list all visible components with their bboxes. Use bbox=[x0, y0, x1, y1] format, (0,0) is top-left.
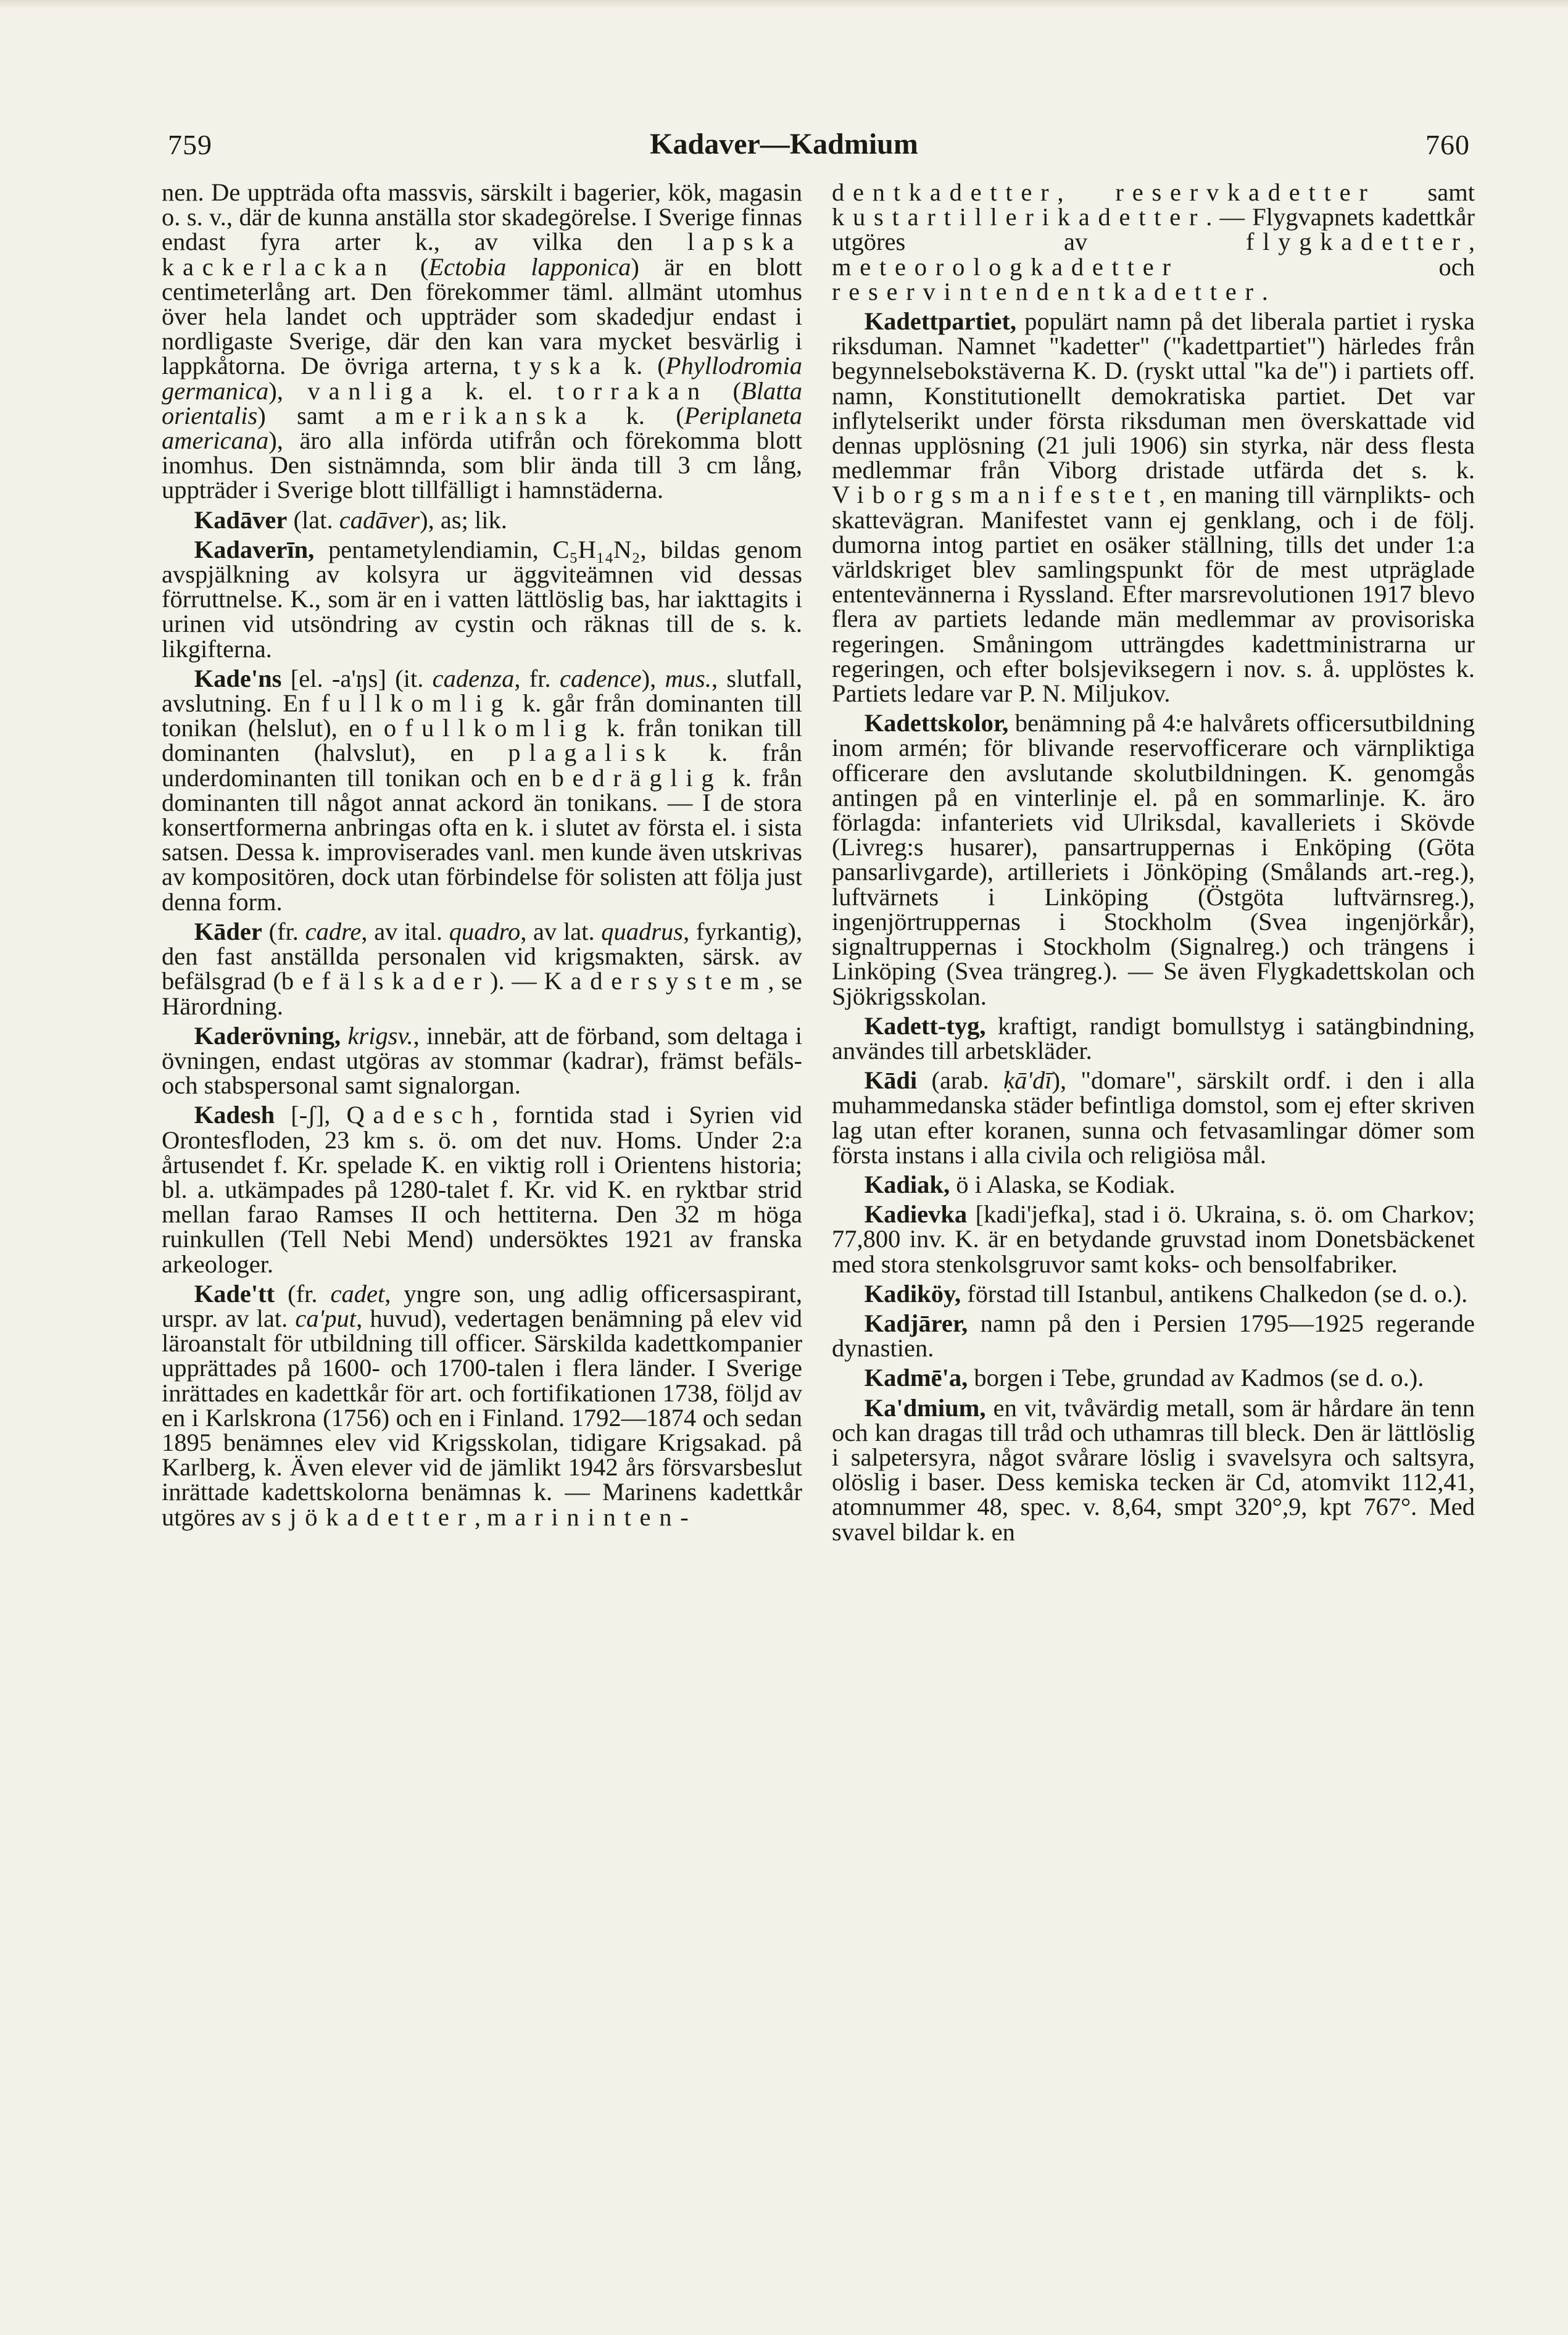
dictionary-entry bbox=[832, 1202, 1475, 1277]
entry-text: , av lat. bbox=[520, 917, 602, 945]
entry-text: populärt namn på det liberala partiet i ryska riksduman. Namnet "kadetter" ("kadettpartiet") härledes från begynnelsebokstäverna K. D. (ryskt uttal "ka de") i partiets off. namn, Konstitutionellt demokratiska partiet. Det var inflytelserikt under första riksduman men överskattade vid dennas upplösning (21 juli 1906) sin styrka, när dess flesta medlemmar från Viborg dristade utfärda det s. k. bbox=[832, 307, 1475, 484]
italic-term: quadrus bbox=[601, 917, 684, 945]
entry-text: en vit, tvåvärdig metall, som är hårdare än tenn och kan dragas till tråd och uthamras till bleck. Den är lättlöslig i salpetersyra, något svårare löslig i svavelsyra och saltsyra, olöslig i baser. Dess kemiska tecken är Cd, atomvikt 112,41, atomnummer 48, spec. v. 8,64, smpt 320°,9, kpt 767°. Med svavel bildar k. en bbox=[832, 1393, 1475, 1546]
spaced-term: dentkadetter bbox=[832, 178, 1058, 206]
entry-text: (fr. bbox=[262, 917, 305, 945]
entry-headword: Kāder bbox=[194, 917, 262, 945]
entry-text: , bbox=[474, 1503, 487, 1531]
spaced-term: Kadersystem bbox=[544, 967, 768, 995]
entry-text: , innebär, att de förband, som deltaga i övningen, endast utgöras av stommar (kadrar), främst befäls- och stabspersonal samt signalorgan. bbox=[162, 1021, 803, 1100]
dictionary-entry bbox=[162, 537, 802, 662]
dictionary-entry bbox=[162, 666, 802, 915]
entry-text: ), bbox=[641, 664, 665, 692]
entry-text: kraftigt, randigt bomullstyg i satängbindning, användes till arbetskläder. bbox=[832, 1011, 1475, 1064]
top-edge bbox=[0, 0, 1568, 9]
right-column bbox=[832, 180, 1475, 1549]
entry-text: ) är en blott centimeterlång art. Den förekommer täml. allmänt utomhus över hela landet och uppträder som skadedjur endast i nordligaste Sverige, där den kan vara mycket besvärlig i lappkåtorna. De övriga arterna, bbox=[162, 252, 802, 380]
dictionary-entry bbox=[832, 1366, 1475, 1390]
spaced-term: bedräglig bbox=[551, 763, 723, 792]
entry-headword: Ka'dmium, bbox=[864, 1393, 986, 1422]
spaced-term: tyska bbox=[513, 352, 609, 380]
entry-text: [-ʃ], bbox=[275, 1101, 347, 1129]
spaced-term: lapska kackerlackan bbox=[162, 228, 802, 281]
spaced-term: sjökadetter bbox=[271, 1503, 475, 1531]
entry-text: , forntida stad i Syrien vid Orontesfloden, 23 km s. ö. om det nuv. Homs. Under 2:a årtusendet f. Kr. spelade K. en viktig roll i Orientens historia; bl. a. utkämpades på 1280-talet f. Kr. vid K. en ryktbar strid mellan farao Ramses II och hettiterna. Den 32 m höga ruinkullen (Tell Nebi Mend) undersöktes 1921 av franska arkeologer. bbox=[162, 1101, 803, 1278]
italic-term: mus. bbox=[665, 664, 711, 692]
entry-text: ( bbox=[395, 252, 429, 281]
italic-term: krigsv. bbox=[347, 1021, 413, 1050]
italic-term: cadenza bbox=[432, 664, 515, 692]
entry-headword: Kadaverīn, bbox=[194, 535, 315, 563]
spaced-term: fullkomlig bbox=[321, 689, 512, 718]
spaced-term: reservintendentkadetter bbox=[832, 277, 1262, 305]
page-number-right: 760 bbox=[1425, 129, 1470, 160]
entry-headword: Kadiak, bbox=[864, 1170, 950, 1198]
entry-text: k. från dominanten till något annat ackord än tonikans. — I de stora konsertformerna anbringas ofta en k. i slutet av första el. i sista satsen. Dessa k. improviserades vanl. men kunde även utskrivas av kompositören, dock utan förbindelse för solisten att följa just denna form. bbox=[162, 763, 802, 916]
entry-text: borgen i Tebe, grundad av Kadmos (se d. o.). bbox=[968, 1364, 1424, 1392]
spaced-term: flygkadetter bbox=[1245, 228, 1469, 256]
italic-term: cadet bbox=[330, 1279, 385, 1308]
entry-text: nen. De uppträda ofta massvis, särskilt i bagerier, kök, magasin o. s. v., där de kunna anställa stor skadegörelse. I Sverige finnas endast fyra arter k., av vilka den bbox=[162, 178, 802, 256]
italic-term: quadro bbox=[449, 917, 521, 945]
entry-headword: Kadett-tyg, bbox=[864, 1011, 986, 1040]
entry-text: namn på den i Persien 1795—1925 regerande dynastien. bbox=[832, 1309, 1475, 1362]
entry-text: k. ( bbox=[595, 401, 684, 429]
entry-headword: Kaderövning, bbox=[194, 1021, 341, 1050]
italic-term: cadence bbox=[559, 664, 642, 692]
entry-text: ), "domare", särskilt ordf. i den i alla muhammedanska städer befintliga domstol, som ej efter skriven lag utan efter koranen, sunna och fetvasamlingar dömer som första instans i alla civila och religiösa mål. bbox=[832, 1066, 1475, 1169]
spaced-term: Viborgsmanifestet bbox=[832, 481, 1159, 509]
entry-headword: Kadiköy, bbox=[864, 1279, 961, 1308]
entry-text: pentametylendiamin, C₅H₁₄N₂, bildas genom avspjälkning av kolsyra ur äggviteämnen vid dessas förruttnelse. K., som är en i vatten lättlöslig bas, har iakttagits i urinen vid utsöndring av cystin och räknas till de s. k. likgifterna. bbox=[162, 535, 802, 663]
entry-text bbox=[341, 1022, 347, 1050]
entry-text: , fyrkantig), den fast anställda personalen vid krigsmakten, särsk. av befälsgrad ( bbox=[162, 917, 802, 995]
left-column bbox=[162, 180, 802, 1535]
entry-text: , av ital. bbox=[361, 917, 449, 945]
page-number-left: 759 bbox=[168, 129, 212, 160]
entry-text: , bbox=[1057, 178, 1116, 206]
entry-text: ), bbox=[268, 376, 308, 405]
entry-text: . bbox=[1261, 277, 1268, 305]
entry-text: , se Härordning. bbox=[162, 967, 802, 1020]
entry-text: [el. -a'ŋs] (it. bbox=[281, 664, 433, 692]
running-head: Kadaver—Kadmium bbox=[650, 128, 918, 160]
entry-text: ), as; lik. bbox=[420, 505, 507, 534]
spaced-term: ofullkomlig bbox=[383, 714, 595, 742]
entry-text: (lat. bbox=[287, 505, 339, 534]
entry-headword: Kadettskolor, bbox=[864, 709, 1009, 737]
dictionary-entry bbox=[832, 309, 1475, 706]
spaced-term: Qadesch bbox=[346, 1101, 492, 1129]
entry-text: k. ( bbox=[608, 352, 666, 380]
entry-text: förstad till Istanbul, antikens Chalkedon (se d. o.). bbox=[961, 1279, 1468, 1308]
italic-term: cadre bbox=[305, 917, 362, 945]
entry-text: , fr. bbox=[514, 664, 560, 692]
dictionary-entry bbox=[832, 1011, 1475, 1064]
spaced-term: amerikanska bbox=[375, 401, 595, 429]
spaced-term: plagalisk bbox=[508, 739, 675, 767]
entry-text: . — Flygvapnets kadettkår utgöres av bbox=[832, 203, 1475, 256]
dictionary-entry bbox=[162, 1279, 802, 1531]
entry-text: ö i Alaska, se Kodiak. bbox=[950, 1170, 1176, 1198]
entry-headword: Kadettpartiet, bbox=[864, 307, 1016, 336]
entry-text: , huvud), vedertagen benämning på elev vid läroanstalt för utbildning till officer. Särskilda kadettkompanier upprättades på 1600- och 1700-talen i flera länder. I Sverige inrättades en kadettkår för art. och fortifikationen 1738, följd av en i Karlskrona (1756) och en i Finland. 1792—1874 och sedan 1895 benämnes elev vid Krigsskolan, tidigare Krigsakad. på Karlberg, k. Även elever vid de jämlikt 1942 års försvarsbeslut inrättade kadettskolorna benämnas k. — Marinens kadettkår utgöres av bbox=[162, 1304, 802, 1531]
entry-headword: Kadmē'a, bbox=[864, 1364, 968, 1392]
italic-term: ca'put bbox=[295, 1304, 357, 1332]
entry-headword: Kādi bbox=[864, 1066, 918, 1095]
entry-headword: Kade'tt bbox=[194, 1279, 275, 1308]
italic-term: Phyllodromia germanica bbox=[162, 352, 802, 405]
dictionary-entry bbox=[162, 1103, 802, 1276]
dictionary-entry bbox=[832, 1172, 1475, 1197]
spaced-term: vanliga bbox=[307, 376, 441, 405]
continued-paragraph bbox=[162, 180, 802, 503]
spaced-term: torrakan bbox=[557, 376, 708, 405]
entry-text: benämning på 4:e halvårets officersutbildning inom armén; för blivande reservofficerare och värnpliktiga officerare den avslutande skolutbildningen. K. genomgås antingen på en vinterlinje el. på en sommarlinje. K. äro förlagda: infanteriets vid Ulriksdal, kavalleriets i Skövde (Livreg:s husarer), pansartruppernas i Enköping (Göta pansarlivgarde), artilleriets i Jönköping (Smålands art.-reg.), luftvärnets i Linköping (Östgöta luftvärnsreg.), ingenjörtruppernas i Stockholm (Svea ingenjörkår), signaltruppernas i Stockholm (Signalreg.) och trängens i Linköping (Svea trängreg.). — Se även Flygkadettskolan och Sjökrigsskolan. bbox=[832, 709, 1475, 1010]
dictionary-entry bbox=[832, 1279, 1475, 1308]
entry-text: k. från underdominanten till tonikan och en bbox=[162, 739, 803, 792]
entry-headword: Kade'ns bbox=[194, 664, 282, 692]
entry-text: k. el. bbox=[441, 376, 557, 405]
entry-text: , slutfall, avslutning. En bbox=[162, 664, 802, 718]
entry-text: [kadi'jefka], stad i ö. Ukraina, s. ö. om Charkov; 77,800 inv. K. är en betydande gruvstad inom Donetsbäckenet med stora stenkolsgruvor samt koks- och bensolfabriker. bbox=[832, 1200, 1475, 1278]
entry-text: och bbox=[1179, 252, 1475, 281]
entry-text: ). — bbox=[489, 967, 544, 995]
entry-text: k. från tonikan till dominanten (halvslut), en bbox=[162, 714, 802, 767]
entry-text: ( bbox=[708, 376, 741, 405]
entry-headword: Kadāver bbox=[194, 505, 288, 534]
spaced-term: meteorologkadetter bbox=[832, 252, 1179, 281]
dictionary-entry bbox=[832, 1393, 1475, 1546]
italic-term: ḳā'dī bbox=[1003, 1066, 1052, 1095]
spaced-term: reservkadetter bbox=[1115, 178, 1376, 206]
dictionary-entry bbox=[832, 1068, 1475, 1168]
entry-text: , bbox=[1468, 228, 1475, 256]
entry-headword: Kadievka bbox=[864, 1200, 968, 1229]
entry-text: ) samt bbox=[257, 401, 376, 429]
dictionary-entry bbox=[162, 505, 802, 534]
italic-term: Ectobia lapponica bbox=[428, 252, 631, 281]
italic-term: Blatta orientalis bbox=[162, 376, 802, 429]
entry-text: , yngre son, ung adlig officersaspirant, urspr. av lat. bbox=[162, 1279, 802, 1332]
entry-text: (fr. bbox=[275, 1279, 331, 1308]
dictionary-entry bbox=[832, 1311, 1475, 1361]
entry-text: k. går från dominanten till tonikan (helslut), en bbox=[162, 689, 802, 742]
dictionary-entry bbox=[162, 919, 802, 1019]
spaced-term: befälskader bbox=[281, 967, 490, 995]
spaced-term: kustartillerikadetter bbox=[832, 203, 1206, 231]
entry-headword: Kadjārer, bbox=[864, 1309, 968, 1337]
entry-text: (arab. bbox=[917, 1066, 1004, 1095]
continued-paragraph bbox=[832, 180, 1475, 304]
italic-term: cadāver bbox=[339, 505, 420, 534]
italic-term: Periplaneta americana bbox=[162, 401, 802, 455]
spaced-term: marininten- bbox=[487, 1503, 697, 1531]
dictionary-entry bbox=[832, 711, 1475, 1008]
dictionary-entry bbox=[162, 1021, 803, 1100]
entry-text: samt bbox=[1375, 178, 1475, 206]
entry-text: ), äro alla införda utifrån och förekomma blott inomhus. Den sistnämnda, som blir ända till 3 cm lång, uppträder i Sverige blott tillfälligt i hamnstäderna. bbox=[162, 426, 802, 504]
entry-text: , en maning till värnplikts- och skattevägran. Manifestet vann ej genklang, och i de följ. dumorna intog partiet en osäker ställning, tills det under 1:a världskriget blev samlingspunkt för de mest utpräglade ententevännerna i Ryssland. Efter marsrevolutionen 1917 blevo flera av partiets ledande män medlemmar av provisoriska regeringen. Småningom utträngdes kadettministrarna ur regeringen, och efter bolsjeviksegern i nov. s. å. upplöstes k. Partiets ledare var P. N. Miljukov. bbox=[832, 481, 1475, 708]
entry-headword: Kadesh bbox=[194, 1101, 275, 1129]
